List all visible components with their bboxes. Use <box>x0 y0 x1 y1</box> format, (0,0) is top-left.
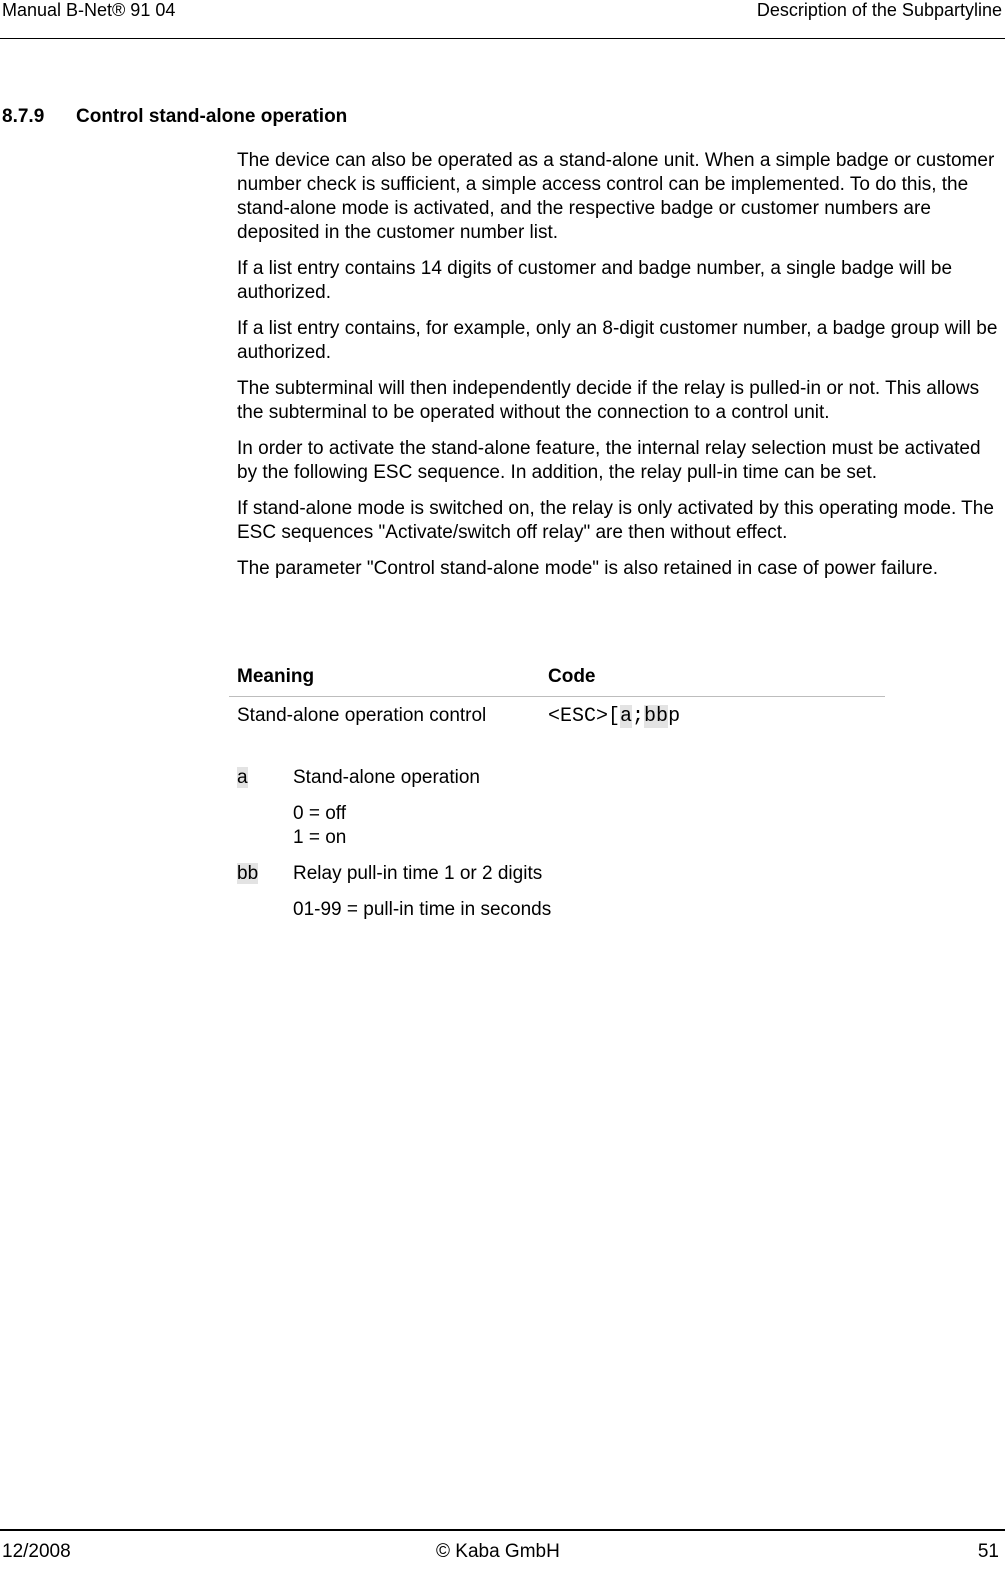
parameter-row <box>237 766 937 790</box>
code-param-bb: bb <box>644 705 669 728</box>
parameter-value: 0 = off <box>293 803 347 824</box>
header-manual-title: Manual B-Net® 91 04 <box>2 0 176 20</box>
body-text <box>237 149 1001 593</box>
paragraph: If a list entry contains 14 digits of customer and badge number, a single badge will be authorized. <box>237 258 953 303</box>
parameter-description: Relay pull-in time 1 or 2 digits <box>293 863 543 884</box>
parameter-description: Stand-alone operation <box>293 767 480 788</box>
code-suffix: p <box>668 705 681 728</box>
parameter-key <box>237 766 248 790</box>
parameter-key-label: bb <box>237 863 259 884</box>
section-heading <box>2 106 347 128</box>
paragraph: If a list entry contains, for example, only an 8-digit customer number, a badge group will be authorized. <box>237 318 998 363</box>
footer-date: 12/2008 <box>2 1541 71 1562</box>
parameter-value: 01-99 = pull-in time in seconds <box>293 899 552 920</box>
paragraph: The subterminal will then independently decide if the relay is pulled-in or not. This allows the subterminal to be operated without the connection to a control unit. <box>237 378 980 423</box>
column-header-code: Code <box>540 662 885 697</box>
table-row <box>229 697 885 733</box>
paragraph: The device can also be operated as a stand-alone unit. When a simple badge or customer number check is sufficient, a simple access control can be implemented. To do this, the stand-alone mode is activated, and the respective badge or customer numbers are deposited in the customer number list. <box>237 150 995 243</box>
paragraph: In order to activate the stand-alone feature, the internal relay selection must be activated by the following ESC sequence. In addition, the relay pull-in time can be set. <box>237 438 981 483</box>
parameter-key-label: a <box>237 767 248 788</box>
parameter-values <box>293 898 937 922</box>
section-number: 8.7.9 <box>2 106 45 127</box>
code-separator: ; <box>632 705 645 728</box>
paragraph: If stand-alone mode is switched on, the relay is only activated by this operating mode. The ESC sequences "Activate/switch off relay" are then without effect. <box>237 498 994 543</box>
code-param-a: a <box>620 705 633 728</box>
cell-meaning: Stand-alone operation control <box>237 705 487 726</box>
footer-copyright: © Kaba GmbH <box>436 1541 560 1562</box>
code-prefix: <ESC>[ <box>548 705 621 728</box>
paragraph: The parameter "Control stand-alone mode" is also retained in case of power failure. <box>237 558 939 579</box>
header-chapter-title: Description of the Subpartyline <box>756 0 1002 20</box>
page-header <box>0 0 1005 39</box>
parameter-values <box>293 802 937 850</box>
cell-code <box>540 697 885 733</box>
page-number: 51 <box>977 1541 999 1562</box>
escape-code-table <box>229 662 885 732</box>
column-header-meaning: Meaning <box>229 662 540 697</box>
page-footer <box>0 1529 1005 1573</box>
parameter-key <box>237 862 258 886</box>
section-title: Control stand-alone operation <box>76 106 348 127</box>
parameter-list <box>237 766 937 934</box>
table-header-row <box>229 662 885 697</box>
parameter-value: 1 = on <box>293 827 347 848</box>
parameter-row <box>237 862 937 886</box>
